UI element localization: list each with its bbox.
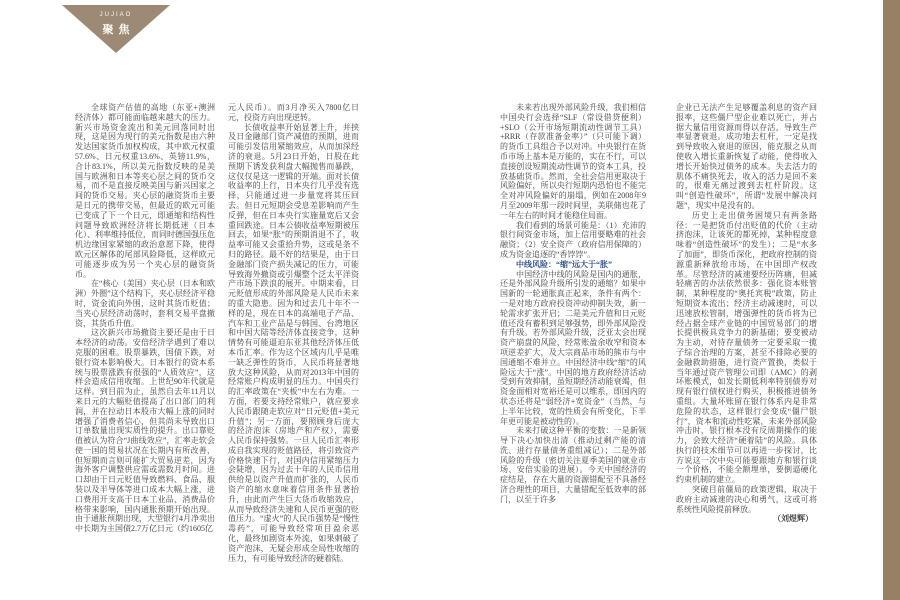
text-column-4 [676,103,817,524]
logo-title: 聚焦 [102,24,135,36]
paragraph: 中国经济中线的风险是国内的通胀，还是外部风险升级所引发的通缩？如果中国新的一轮通胀真正起来，条件有两个：一是对地方政府投资冲动抑制失效，新一轮需求扩张开启；二是美元升值和日元贬值还没有蓄积到足够强势，即外部风险没有升级。若外部风险升级，泛亚太会出现资产崩盘的风险，经常账盈余收窄和资本项逆差扩大，及大宗商品市场的熊市与中国通缩不难并立。中国经济中线“缩”的风险远大于“涨”。中国的地方政府经济活动受到有效抑制，虽短期经济动能衰竭，但资金面相对宽裕还是可以维系，即国内的状态还将是“弱经济+宽资金”（当然，与上半年比较，宽的性质会有所变化，下半年更可能是被动性的）。 [500,269,646,426]
paragraph-continuation: 企业已无法产生足够覆盖利息的资产回报率，这些僵尸型企业难以死亡，并占据大量信用资源而得以存活，导致生产率显著衰退。成功地去杠杆，一定是找到导致收入衰退的原因，能克服之从而使收入增长重新恢复了动能，使得收入增长开始快过债务的成本。失去活力的肌体不痛快死去，收入的活力是回不来的，很难无痛过渡到去杠杆阶段。这叫“创造性破坏”，所谓“发展中解决问题”，现实中是没有的。 [676,103,817,210]
paragraph: 突破目前僵局的政策逻辑，取决于政府主动减速的决心和勇气，这或可将系统性风险提前释放。 [676,485,817,514]
paragraph: 这次新兴市场撤资主要还是由于日本经济的动荡。安倍经济学遇到了难以克服的困难。股票暴跌，国债下跌，对银行资本影响极大。日本银行的资本系统与股票涨跌有很强的“人质效应”，这样会造成信用收缩。上世纪90年代就是这样。到目前为止，虽然自去年11月以来日元的大幅贬值提高了出口部门的利润，并在拉动日本股市大幅上涨的同时增强了消费者信心，但其尚未导致出口订单数量出现实质性的提升。出口靠贬值被认为符合“J曲线效应”，汇率走软会使一国的贸易状况在长期内有所改善，但短期而言则可能扩大贸易逆差，因为海外客户调整供应需或需数月时间。进口却由于日元贬值导致燃料、食品、服装以及半导体等进口成本大幅上涨，进口费用开支高于日本工业品、消费品价格带来影响，国内通胀预期开始出现。由于通胀预期出现，大型银行4月净卖出中长期为主国债2.7万亿日元（约1605亿 [75,328,215,534]
paragraph: 未来若出现外部风险升级，我们相信中国央行会选择“SLF（常设借贷便利）+SLO（公开市场短期流动性调节工具）+RRR（存款准备金率）”（只可能下调）的货币工具组合予以对冲。中央银行在货币市场上基本是万能的，实在不行，可以直接创设短期流动性调节的资本工具，投放基础货币。然而，全社会信用更取决于风险偏好，所以央行短期内恐怕也不能完全对冲风险偏好的崩塌，例如在2008年9月至2009年那一段时间里，美联储也花了一年左右的时间才能稳住局面。 [500,103,646,220]
section-heading: 中线风险：“缩”远大于“胀” [516,259,612,269]
text-column-3 [500,103,646,505]
paragraph: 长债收益率开始显著上升，并挟及日金融部门资产减值的预期，进而可能引发信用紧缩效应，从而加深经济的衰退。5月23日开始，日股在此预期下诱发获利盘大幅抛售而暴跌，这仅仅是这一逻辑的开端。面对长债收益率的上行，日本央行几乎没有选择，只能通过进一步量宽将其压回去。但日元短期会受息差影响而产生反弹，但在日本央行实施量宽后又会重回跌途。日本公债收益率短期被压回去，如果“胀”的预期消退不了，收益率可能又会重拾升势，这或是条不归的路径。最不好的结果是，由于日金融部门资产损失减记的压力，可能导致海外撤资或引爆整个泛太平洋资产市场下跌浪的展开。中期来看，日元贬值形成的外部风险是人民币未来的重大隐患。因为和过去几十年不一样的是，现在日本的高端电子产品、汽车和工业产品是与韩国、台湾地区和中国大陆等经济体直接竞争，这种情势有可能逼迫东亚其他经济体压低本币汇率。作为这个区域内几乎是唯一缺乏弹性的货币，人民币将显著地放大这种风险，从而对2013年中国的经常账户构成明显的压力。中国央行的汇率政策在“夹板”中左右为难。一方面，若要支持经常账户，就应要求人民币跟随走软应对“日元贬值+美元升值”；另一方面，要照顾身后庞大的经济泡沫（房地产和产权），需要人民币保持强势。一旦人民币汇率形成自我实现的贬值路径，将引致资产价格快速下行，对国内信用紧缩压力会陡增，因为过去十年的人民币信用供给是以资产升值而扩张的，人民币资产的缩水意味着信用条件显著抬升，由此而产生巨大货币收缩效应，从而导致经济失速和人民币更强的贬值压力。“虚火”的人民币强势是“慢性毒药”，可能导致经常项目盈余恶化，最终加剧资本外流，如果刺破了资产泡沫，无疑会形成全局性收缩的压力，有可能导致经济的硬着陆。 [228,122,359,563]
jujiao-logo [62,5,170,53]
logo-pinyin: JUJIAO [99,12,133,18]
paragraph: 在“核心（美国）夹心层（日本和欧洲）外圈”这个结构下，夹心层经济平稳时，资金流向外围，这时其货币贬值；当夹心层经济动荡时，套利交易平盘撤资，其货币升值。 [75,279,215,328]
page-edge-strip [883,0,900,600]
text-column-2 [228,103,359,563]
author-signature: （刘煜辉） [773,514,813,524]
paragraph-continuation: 元人民币）。而3月净买入7800亿日元，投资方向出现逆转。 [228,103,359,122]
paragraph: 历史上走出债务困境只有两条路径：一是把货币付出贬值的代价（主动挤泡沫，让该死的都死掉，某种程度意味着“创造性破坏”的发生）；二是“水多了加面”，即货币深化，把政府控制的资源重新释放给市场，在中国即产权改革。尽管经济的减速要经历阵痛，但减轻痛苦的办法依然很多：强化资本账管制，某种程度的“奥托宾税”政策，防止短期资本流出；经济主动减速时，可以迅速放松管制，增强弹性的货币将为已经占据全球产业链的中国贸易部门的增长提供极具竞争力的新基础；要变被动为主动，对待存量债务一定要采取一揽子综合治理的方案，甚至不排除必要的金融救助措施，进行资产置换，类似于当年通过资产管理公司即（AMC）的剥坏账模式，如发长期低利率特别债券对现有银行债权进行购买，积极推进债务重组。大量坏账留在银行体系内是非常危险的状态，这样银行会变成“僵尸银行”，资本和流动性吃紧，未来外部风险冲击时，银行根本没有反周期操作的能力，会致大经济“硬着陆”的风险。具体执行的技术细节可以再进一步探讨，比方说这一次中央可能要跟地方和银行谈一个价格，不能全额埋单，要倒逼硬化约束机制的建立。 [676,210,817,485]
paragraph: 我们看到的场景可能是：（1）充沛的银行间资金市场，加上信用要略难的社会融资；（2）安全资产（政府信用保障的）成为资金追逐的“香饽饽”。 [500,220,646,259]
text-column-1 [75,103,215,534]
paragraph: 未来打破这种平衡的变数：一是新领导下决心加快出清（推动过剩产能的清洗、进行存量债务重组减记）；二是外部风险的升级（密切关注夏季美国的就业市场、安倍实验的进展）。今天中国经济的症结是，存在大量的资源错配至不具备经济合理性的项目，大量错配至低效率的部门，以至于许多 [500,426,646,504]
paragraph: 全球资产估值的高地（东亚+澳洲经济体）都可能面临越来越大的压力。新兴市场资金流出和美元回落同时出现，这是因为现行的美元指数是由六种发达国家货币加权构成，其中欧元权重57.6%、日元权重13.6%、英镑11.9%，合计83.1%，所以美元指数反映的是美国与欧洲和日本等夹心层之间的货币交易，而不是直接反映美国与新兴国家之间的货币交易。夹心层的融资货币主要是日元的携带交易，但最近的欧元可能已变成了下一个日元，即通缩和结构性问题导致欧洲经济将长期低迷（日本化）、利率维持低位，而同时德国强压危机边缘国家紧缩的政治意愿下降，使得欧元区解体的尾部风险降低，这样欧元可能逐步成为另一个夹心层的融资货币。 [75,103,215,279]
